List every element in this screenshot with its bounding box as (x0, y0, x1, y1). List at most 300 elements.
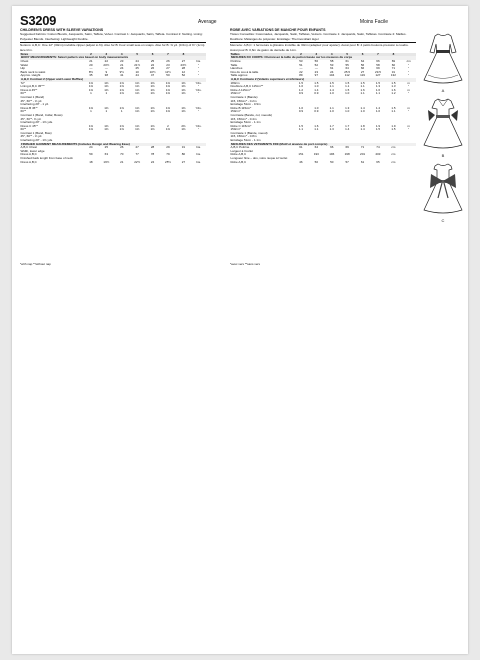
table-cell: 79 (166, 153, 170, 157)
table-cell: 0.9 (314, 92, 319, 96)
table-cell: m (407, 81, 410, 85)
table-cell: 1.3 (345, 106, 350, 110)
table-cell: 3 (309, 53, 324, 57)
table-cell: 1⅜ (181, 128, 186, 132)
table-cell: 0.9 (314, 110, 319, 114)
table-cell: Yds. (195, 106, 202, 110)
table-cell: 21 (120, 63, 124, 67)
table-cell: 1.4 (345, 128, 350, 132)
table-cell: 1.3 (329, 128, 334, 132)
table-cell: 50 (330, 160, 334, 164)
table-cell: 38 (104, 74, 109, 78)
table-cell: 24 (150, 160, 155, 164)
row-label: 180cm (230, 81, 240, 85)
table-cell: 8½ (88, 70, 94, 74)
row-label: Contrast 1 (Band, Collar, Bows) (20, 113, 63, 117)
table-cell: m (407, 88, 410, 92)
table-cell: 1⅜ (181, 85, 186, 89)
table-cell: 1⅜ (88, 124, 94, 128)
table-cell: 1⅜ (165, 128, 171, 132)
table-cell: 1⅜ (104, 85, 109, 89)
table-cell: 1.5 (314, 81, 319, 85)
table-cell: " (198, 63, 200, 67)
english-column (20, 28, 206, 164)
table-cell: 97 (314, 74, 319, 78)
table-cell: 1.2 (298, 88, 304, 92)
table-cell: 1.1 (375, 92, 381, 96)
table-cell: 47 (150, 74, 155, 78)
row-label: Taille (230, 63, 238, 67)
row-label: A,B,C Poitrine (230, 146, 250, 150)
table-cell: 19½ (103, 160, 110, 164)
table-cell: Ins. (196, 60, 201, 63)
table-cell: 66 (330, 146, 334, 150)
table-cell: 1.5 (360, 81, 365, 85)
table-cell: Yds. (195, 88, 202, 92)
row-label: 115, 150cm* - 0.2m (230, 99, 257, 103)
table-cell: 41 (120, 74, 124, 78)
table-cell: 7 (370, 53, 385, 57)
table-cell: 1⅜ (150, 92, 155, 96)
table-cell: 28 (150, 146, 155, 150)
row-label: Interfacing 20" - 1⅜ yds. (20, 121, 53, 125)
table-cell: 27 (360, 70, 365, 74)
table-cell: cm (391, 146, 396, 150)
row-label: Robe A 115cm* (230, 88, 251, 92)
table-cell: 1.0 (329, 110, 334, 114)
table-cell: 1⅜ (165, 81, 171, 85)
table-cell: 193 (313, 153, 319, 157)
row-label: 150cm* (230, 128, 241, 132)
section-heading: A,B,C Contraste 2 (Volants supérieurs et inférieurs) (230, 78, 416, 82)
table-cell: 132 (390, 74, 396, 78)
table-cell: 1.0 (298, 85, 304, 89)
table-cell: 9½ (119, 70, 124, 74)
row-label: 115, 150cm* - 0.4m (230, 117, 257, 121)
dress-view-a-illustration (418, 28, 468, 90)
table-cell: 78 (150, 153, 155, 157)
table-cell: 53 (299, 60, 303, 63)
table-cell: 1⅜ (119, 124, 124, 128)
table-cell: 1.5 (345, 81, 350, 85)
section-heading: MESURES DU CORPS: Choisissez la taille du patron basée sur les mesures du corps (230, 56, 416, 60)
table-cell: 1⅜ (181, 92, 186, 96)
table-cell: m (407, 106, 410, 110)
table-cell: 1.3 (375, 85, 381, 89)
table-cell: 1.1 (329, 85, 334, 89)
table-cell: 24 (120, 67, 124, 71)
footnote-fr: *avec vers **sans vers (230, 262, 261, 266)
table-cell: 8 (176, 53, 191, 57)
table-cell: 1⅜ (104, 106, 109, 110)
table-cell: " (198, 85, 200, 89)
table-cell: Yds. (195, 124, 202, 128)
table-cell: 119 (360, 74, 365, 78)
view-label-b: B (441, 153, 445, 158)
table-cell: 27 (135, 146, 139, 150)
table-cell: 10½ (149, 70, 156, 74)
section-heading: FINISHED GARMENT MEASUREMENTS (Includes Design and Wearing Ease) (20, 143, 206, 147)
table-cell: 3 (99, 53, 114, 57)
table-cell: 77 (135, 153, 139, 157)
table-cell: 1.1 (345, 85, 350, 89)
table-cell: 1.5 (375, 81, 381, 85)
table-cell: cm (406, 60, 411, 63)
table-cell: 1.0 (298, 106, 304, 110)
table-cell: 1⅜ (181, 81, 186, 85)
row-label: Dress A,B,C (20, 160, 37, 164)
table-cell: 1⅜ (104, 81, 109, 85)
table-cell: 7 (160, 53, 175, 57)
row-label: Interfacing 20" - 1⅜ yds. (20, 139, 53, 143)
table-cell: Yds. (195, 81, 202, 85)
table-cell: 2⅜ (181, 124, 186, 128)
table-cell: 25½ (165, 160, 171, 164)
table-cell: " (198, 110, 200, 114)
table-cell: 20 (89, 63, 93, 67)
row-label: Dos du cou à la taille (230, 70, 259, 74)
table-row (230, 161, 416, 165)
table-cell: " (198, 70, 200, 74)
table-cell: 1.5 (298, 124, 304, 128)
row-label: A,B,C Chest (20, 146, 38, 150)
row-label: 150cm* (230, 110, 241, 114)
dress-view-b-illustration (418, 93, 468, 155)
table-cell: 29.5 (375, 70, 381, 74)
table-cell: 1⅜ (88, 106, 94, 110)
table-cell: 1⅜ (150, 124, 155, 128)
table-cell: 1.4 (360, 106, 365, 110)
table-cell: " (408, 70, 410, 74)
table-cell: 22½ (134, 160, 141, 164)
table-cell: 4 (114, 53, 129, 57)
table-cell: 2 (83, 53, 98, 57)
table-cell: 1.6 (391, 88, 396, 92)
table-cell: 28 (181, 67, 186, 71)
table-cell: 1 (120, 110, 123, 114)
table-cell: 1.5 (298, 81, 304, 85)
table-cell: " (408, 74, 410, 78)
table-cell: 1.5 (391, 106, 396, 110)
table-cell: 8 (386, 53, 401, 57)
table-cell: " (408, 128, 410, 132)
dress-view-c-illustration (418, 158, 468, 220)
table-cell: 80 (181, 153, 186, 157)
row-label: Entoilage 51cm - 0.9m (230, 103, 261, 107)
table-cell: 51 (299, 63, 303, 67)
table-cell: 1.0 (345, 92, 350, 96)
table-cell: 57 (345, 160, 349, 164)
table-cell: 1 (90, 92, 92, 96)
table-cell: 196 (329, 153, 335, 157)
table-cell: 1⅜ (119, 92, 124, 96)
table-cell: 1⅜ (88, 88, 94, 92)
table-cell: 53 (330, 63, 334, 67)
table-cell: 22 (104, 60, 109, 63)
pattern-envelope-back (12, 6, 468, 654)
row-label: Back neck to waist (20, 70, 46, 74)
table-cell: 44 (135, 74, 139, 78)
table-cell: 1.3 (391, 85, 396, 89)
table-cell: 25 (150, 60, 155, 63)
table-cell: 35 (89, 74, 93, 78)
table-cell: 24 (330, 70, 334, 74)
table-cell: 2 (167, 124, 169, 128)
table-cell: 56 (314, 60, 319, 63)
table-cell: 1.0 (314, 106, 319, 110)
table-cell: 1.0 (314, 85, 319, 89)
row-label: Contrast 1 (Band) (20, 95, 45, 99)
table-cell: 1.4 (314, 88, 319, 92)
row-label: Hanches (230, 67, 243, 71)
table-cell: 1.1 (391, 110, 396, 114)
view-label-a: A (441, 88, 445, 93)
table-cell: 112 (344, 74, 350, 78)
row-label: 72" (20, 81, 25, 85)
table-cell: 1.1 (298, 128, 304, 132)
table-cell: 69 (391, 60, 396, 63)
table-cell: 23 (120, 60, 124, 63)
table-cell: Ins. (196, 146, 201, 150)
table-cell: 10 (135, 70, 139, 74)
table-cell: 9 (105, 70, 108, 74)
table-cell: 1.5 (345, 88, 350, 92)
table-cell: 25 (104, 146, 109, 150)
row-label: Poitrine (230, 60, 241, 63)
table-cell: 203 (375, 153, 381, 157)
row-label: Dress A 45"* (20, 88, 38, 92)
table-cell: 1⅜ (135, 110, 140, 114)
table-cell: 1⅜ (88, 128, 94, 132)
row-label: 150cm* (230, 92, 241, 96)
table-cell: 1.6 (314, 124, 319, 128)
table-cell: 1.5 (329, 81, 334, 85)
table-cell: 70 (120, 153, 124, 157)
table-cell: 1.9 (391, 124, 396, 128)
title-fr: ROBE AVEC VARIATIONS DE MANCHE POUR ENFANTS (230, 28, 326, 32)
row-label: Lining A,B,C 45"** (20, 85, 45, 89)
table-cell: 58 (376, 63, 380, 67)
table-cell: 1⅜ (119, 81, 124, 85)
table-cell: 31 (391, 70, 396, 74)
table-cell: 1⅜ (165, 106, 171, 110)
row-label: Entoilage 51cm - 1.1m (230, 121, 261, 125)
row-label: Contraste 1 (Bande, noeud) (230, 131, 268, 135)
notions-fr: Mercerie: A,B,C: 1 fermeture à glissière invisible de 30cm (adaptez pour ajuster). Aussi pour B: 4 petits boutons-pression à coudre. Aussi pour B: 0,6m de galon de dentelle de 1cm. (230, 43, 409, 52)
table-cell: 1⅜ (165, 110, 171, 114)
table-cell: 2 (293, 53, 308, 57)
table-cell: 52 (314, 63, 319, 67)
divider (20, 42, 206, 43)
row-label: Hip (20, 67, 26, 71)
difficulty-level-en: Average (198, 19, 217, 25)
table-cell: 64 (314, 146, 319, 150)
table-cell: 1.9 (375, 124, 381, 128)
row-label: Doublure A,B,C 115cm** (230, 85, 264, 89)
table-cell: 1⅜ (104, 128, 109, 132)
table-cell: 26 (166, 60, 170, 63)
row-label: Contraste (Bande, col, noeuds) (230, 113, 273, 117)
table-cell: 22 (150, 63, 155, 67)
table-cell: 27 (181, 160, 186, 164)
row-label: Dress A,B,C (20, 153, 37, 157)
row-label: 60"* (20, 110, 27, 114)
table-cell: 151 (298, 153, 304, 157)
size-table-fr (230, 53, 416, 164)
table-cell: 1⅜ (150, 110, 155, 114)
table-cell: 1.5 (375, 128, 381, 132)
table-cell: 27 (166, 67, 170, 71)
table-cell: 0.9 (298, 92, 304, 96)
table-cell: 29 (166, 146, 170, 150)
divider (230, 42, 416, 43)
row-label: 60"* (20, 92, 27, 96)
table-cell: 1.5 (391, 128, 396, 132)
table-cell: 64 (360, 60, 365, 63)
table-cell: 1⅜ (104, 124, 109, 128)
table-cell: 1.4 (329, 88, 334, 92)
table-cell: 1.6 (360, 88, 365, 92)
table-cell: 1⅜ (181, 110, 186, 114)
table-cell: 18 (89, 160, 93, 164)
row-label: Chest (20, 60, 29, 63)
table-cell: 1⅜ (150, 85, 155, 89)
table-cell: 22 (299, 70, 303, 74)
table-cell: 20½ (103, 63, 110, 67)
table-cell: 1.1 (329, 106, 334, 110)
table-cell: 198 (344, 153, 350, 157)
row-label: Tailles (230, 53, 293, 57)
row-label: Taille approx. (230, 74, 249, 78)
table-cell: 1.7 (329, 124, 334, 128)
table-cell: 12 (181, 70, 186, 74)
table-cell: 1⅜ (181, 106, 186, 110)
table-cell: " (198, 74, 200, 78)
table-cell: 1⅜ (135, 124, 140, 128)
row-label: Interfacing 20" - 1 yd. (20, 103, 49, 107)
table-cell: cm (391, 153, 396, 157)
row-label: Robe A,B,C (230, 153, 247, 157)
table-cell: — (299, 67, 303, 71)
table-cell: 46 (299, 160, 303, 164)
table-cell: " (408, 67, 410, 71)
table-cell: 50 (166, 74, 170, 78)
table-cell: 1.5 (391, 81, 396, 85)
table-cell: 1⅜ (119, 85, 124, 89)
table-cell: 69 (345, 146, 349, 150)
table-cell: 25 (135, 67, 139, 71)
row-label: Contraste 1 (Bande) (230, 95, 258, 99)
table-cell: 52 (181, 74, 186, 78)
fabrics-en: Suggested Fabrics: Cotton Blends, Jacquards, Satin, Taffeta, Velvet. Contrast 1: Jacquards, Satin, Taffeta. Contrast 2: Netting. Lining: Polyester Blends. Interfacing: Lightweight Fusible. (20, 32, 203, 41)
table-cell: 4 (324, 53, 339, 57)
table-cell: 1.1 (360, 92, 365, 96)
table-cell: 24 (135, 60, 139, 63)
table-cell: 1⅜ (135, 92, 140, 96)
table-cell: 59 (89, 153, 93, 157)
table-cell: " (198, 128, 200, 132)
table-cell: 1 (90, 110, 92, 114)
table-cell: 23 (166, 63, 170, 67)
table-cell: 63 (104, 153, 109, 157)
table-cell: 1.0 (329, 92, 334, 96)
table-cell: 1⅜ (135, 106, 140, 110)
fabrics-fr: Tissus Conseillés: Cotonnades, Jacquards, Satin, Taffetas, Velours. Contraste 1: Jacquards, Satin, Taffetas. Contraste 2: Mailles. Doublure: Mélanges de polyester. Entoilage: Thermocollant léger (230, 32, 407, 41)
section-heading: A,B,C Contrast 2 (Upper and Lower Ruffles) (20, 78, 206, 82)
table-cell: 24 (89, 146, 93, 150)
table-cell: 64 (345, 67, 349, 71)
row-label: Longueur finie – dos, votre nuque à l'ourlet (230, 157, 288, 161)
table-cell: 1⅜ (150, 81, 155, 85)
table-cell: 1 (105, 110, 108, 114)
row-label: 115, 150cm* - 0.8m (230, 135, 257, 139)
table-cell: 23½ (180, 63, 187, 67)
table-cell: 1⅜ (119, 106, 124, 110)
table-cell: 69 (376, 67, 380, 71)
table-cell: — (89, 67, 93, 71)
table-cell: 1⅜ (88, 81, 94, 85)
row-label: Width, lower edge (20, 149, 45, 153)
table-cell: 61 (345, 60, 349, 63)
row-label: Waist (20, 63, 28, 67)
table-cell: cm (391, 160, 396, 164)
table-cell: 50 (314, 160, 319, 164)
table-cell: " (198, 67, 200, 71)
table-cell: 1⅜ (119, 128, 124, 132)
table-cell: 1⅜ (165, 88, 171, 92)
table-cell: 1⅜ (150, 88, 155, 92)
table-cell: 127 (375, 74, 381, 78)
row-label: Largeur à l'ourlet (230, 149, 253, 153)
table-cell: 1⅜ (119, 88, 124, 92)
table-cell: 21 (120, 160, 124, 164)
table-cell: " (408, 92, 410, 96)
row-label: Contrast 1 (Band, Bow) (20, 131, 52, 135)
table-cell: 31 (181, 146, 186, 150)
table-cell: 1⅜ (135, 88, 140, 92)
french-column (230, 28, 416, 164)
table-cell: " (198, 92, 200, 96)
table-cell: 1⅜ (150, 106, 155, 110)
table-cell: m (407, 124, 410, 128)
pattern-number: S3209 (20, 13, 57, 28)
table-cell: 58 (330, 60, 334, 63)
row-label: 45", 60"*- ⅜ yd. (20, 117, 42, 121)
table-cell: 1⅜ (135, 81, 140, 85)
row-label: Approx. Height (20, 74, 41, 78)
table-cell: 1⅜ (88, 85, 94, 89)
table-cell: 1.2 (391, 92, 396, 96)
table-cell: 1⅜ (135, 128, 140, 132)
notions-en: Notions: A,B,C: One 12" (30cm) invisible zipper (adjust to fit). Also for B: Four small sew-on snaps. Also for B: ⅜ yd. (0.6m) of ⅜" (1cm) lace trim. (20, 43, 205, 52)
table-cell: 23 (314, 70, 319, 74)
table-cell: 1⅜ (135, 85, 140, 89)
row-label: Finished back length from base of neck (20, 157, 73, 161)
table-cell: 61 (299, 146, 303, 150)
table-cell: 56 (360, 63, 365, 67)
row-label: Robe B 115cm* (230, 106, 252, 110)
table-cell: 104 (329, 74, 335, 78)
table-cell: 55 (345, 63, 349, 67)
table-cell: 1.1 (360, 85, 365, 89)
row-label: Robe C 115cm* (230, 124, 252, 128)
table-cell: 60 (391, 63, 396, 67)
table-cell: 1.6 (375, 88, 381, 92)
table-cell: Ins. (196, 160, 201, 164)
table-cell: 61 (360, 160, 365, 164)
table-cell: 25.5 (344, 70, 351, 74)
table-cell: 21 (89, 60, 93, 63)
